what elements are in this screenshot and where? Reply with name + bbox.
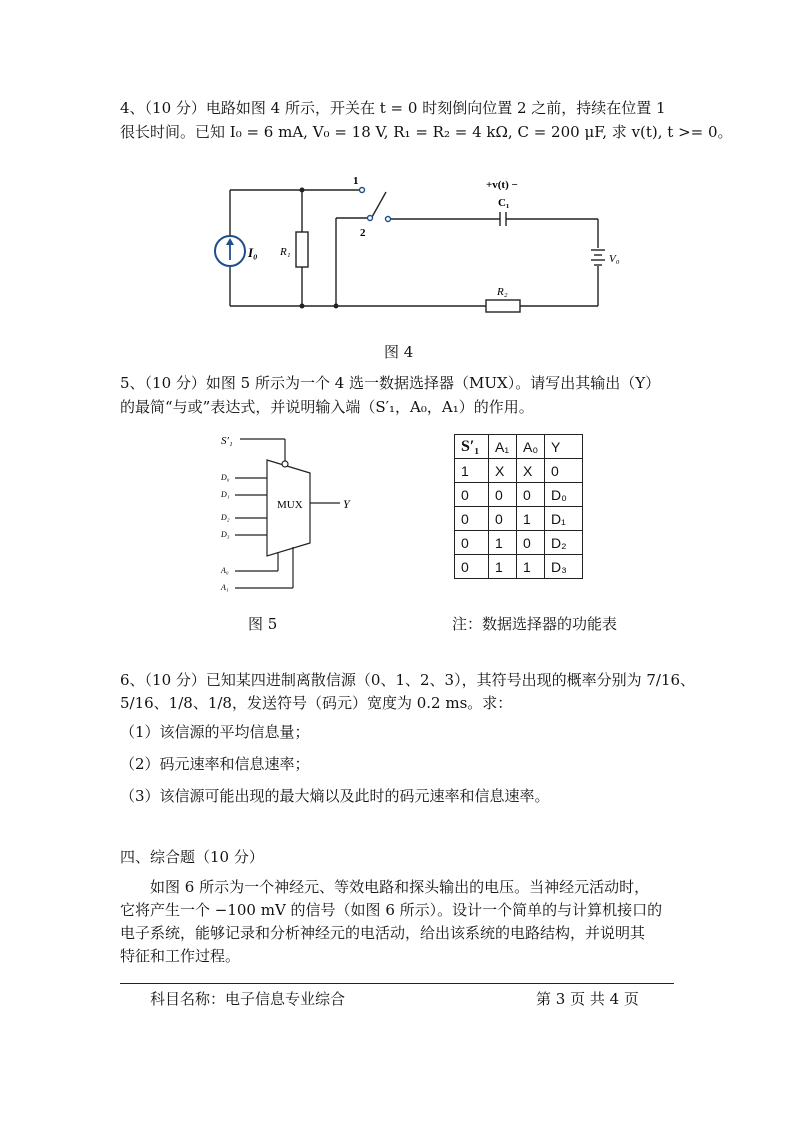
footer-page-number: 第 3 页 共 4 页 <box>536 990 639 1008</box>
table-cell: 0 <box>455 507 489 531</box>
table-cell: 0 <box>489 507 517 531</box>
table-cell: 1 <box>489 555 517 579</box>
function-table-note: 注：数据选择器的功能表 <box>452 615 618 633</box>
mux-input-d2: D₂ <box>221 513 230 522</box>
table-cell: 0 <box>455 555 489 579</box>
mux-input-d3: D₃ <box>221 530 230 539</box>
table-cell: 0 <box>517 531 545 555</box>
table-header-cell: S′₁ <box>455 435 489 459</box>
mux-enable-label: S′₁ <box>221 435 233 447</box>
q6-item-1: （1）该信源的平均信息量； <box>120 723 310 741</box>
mux-input-d0: D₀ <box>221 473 230 482</box>
footer-subject: 科目名称：电子信息专业综合 <box>150 990 346 1008</box>
table-row <box>455 507 583 531</box>
q6-text-line2: 5/16、1/8、1/8，发送符号（码元）宽度为 0.2 ms。求： <box>120 694 513 712</box>
table-cell: D₁ <box>545 507 583 531</box>
section4-para-line2: 它将产生一个 −100 mV 的信号（如图 6 所示）。设计一个简单的与计算机接口的 <box>120 901 663 919</box>
mux-body-label: MUX <box>277 499 303 511</box>
q4-text-line2: 很长时间。已知 I₀ = 6 mA, V₀ = 18 V, R₁ = R₂ = 4 kΩ, C = 200 μF, 求 v(t), t >= 0。 <box>120 123 733 141</box>
table-cell: D₃ <box>545 555 583 579</box>
table-cell: 1 <box>455 459 489 483</box>
q6-item-3: （3）该信源可能出现的最大熵以及此时的码元速率和信息速率。 <box>120 787 550 805</box>
table-cell: 1 <box>517 555 545 579</box>
section4-title: 四、综合题（10 分） <box>120 848 264 866</box>
switch-pos2-label: 2 <box>360 227 366 239</box>
table-row <box>455 483 583 507</box>
mux-function-table <box>454 434 583 579</box>
table-cell: X <box>517 459 545 483</box>
table-cell: X <box>489 459 517 483</box>
q6-text-line1: 6、（10 分）已知某四进制离散信源（0、1、2、3），其符号出现的概率分别为 7/16、 <box>120 671 696 689</box>
switch-pos1-label: 1 <box>353 175 359 187</box>
figure-4-caption: 图 4 <box>384 343 414 361</box>
table-cell: 0 <box>489 483 517 507</box>
figure-5-mux <box>215 428 365 598</box>
table-cell: 0 <box>517 483 545 507</box>
table-row <box>455 459 583 483</box>
table-cell: 0 <box>455 483 489 507</box>
mux-select-a1: A₁ <box>221 583 229 592</box>
section4-para-line4: 特征和工作过程。 <box>120 947 241 965</box>
section4-para-line3: 电子系统，能够记录和分析神经元的电活动，给出该系统的电路结构，并说明其 <box>120 924 646 942</box>
mux-select-a0: A₀ <box>221 566 229 575</box>
q5-text-line2: 的最简“与或”表达式，并说明输入端（S′₁，A₀，A₁）的作用。 <box>120 398 534 416</box>
table-cell: 1 <box>489 531 517 555</box>
table-cell: 1 <box>517 507 545 531</box>
mux-input-d1: D₁ <box>221 490 230 499</box>
q6-item-2: （2）码元速率和信息速率； <box>120 755 310 773</box>
figure-5-caption: 图 5 <box>248 615 278 633</box>
table-header-row <box>455 435 583 459</box>
footer-divider <box>120 983 674 984</box>
section4-para-line1: 如图 6 所示为一个神经元、等效电路和探头输出的电压。当神经元活动时， <box>150 878 650 896</box>
table-cell: 0 <box>545 459 583 483</box>
voltage-label: +v(t) − <box>486 179 518 191</box>
table-header-cell: A₁ <box>489 435 517 459</box>
v0-label: V₀ <box>609 253 620 265</box>
table-cell: 0 <box>455 531 489 555</box>
r2-label: R₂ <box>497 286 508 298</box>
table-row <box>455 555 583 579</box>
table-header-cell: Y <box>545 435 583 459</box>
table-header-cell: A₀ <box>517 435 545 459</box>
q5-text-line1: 5、（10 分）如图 5 所示为一个 4 选一数据选择器（MUX）。请写出其输出（Y） <box>120 374 661 392</box>
table-row <box>455 531 583 555</box>
current-source-label: I₀ <box>248 245 258 260</box>
mux-output-label: Y <box>343 497 350 511</box>
q4-text-line1: 4、（10 分）电路如图 4 所示，开关在 t = 0 时刻倒向位置 2 之前，持续在位置 1 <box>120 99 666 117</box>
capacitor-label: C₁ <box>498 197 510 209</box>
table-cell: D₀ <box>545 483 583 507</box>
figure-4-circuit <box>200 170 630 320</box>
table-cell: D₂ <box>545 531 583 555</box>
r1-label: R₁ <box>280 246 291 258</box>
